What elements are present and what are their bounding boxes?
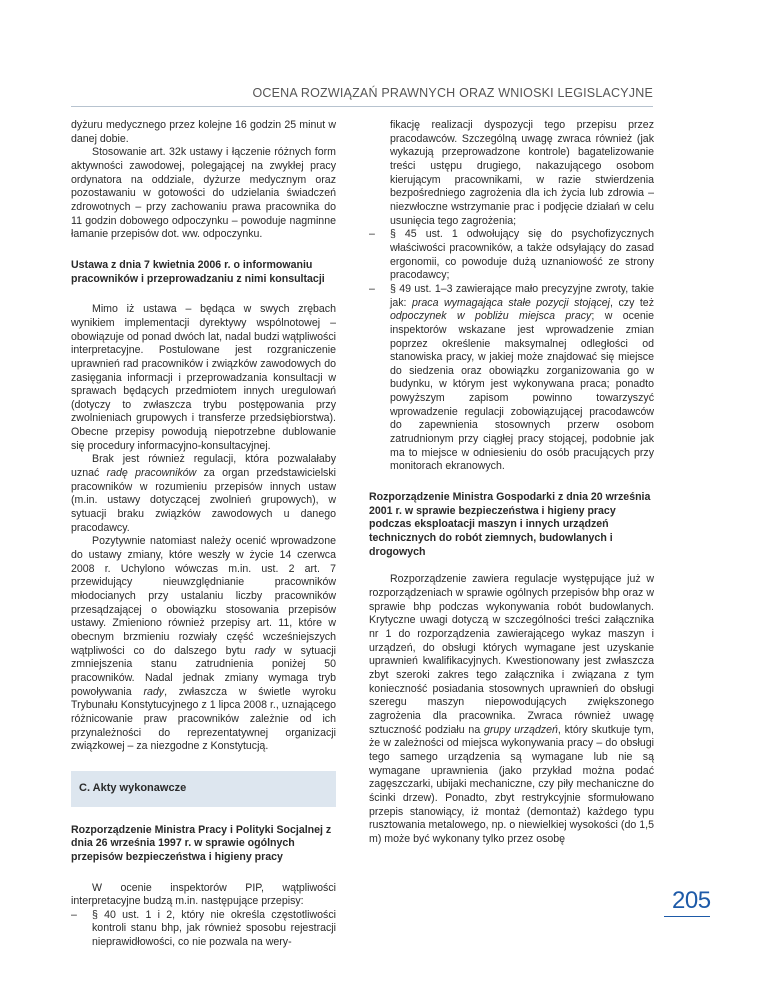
section-box-title: C. Akty wykonawcze [71,771,336,807]
paragraph: W ocenie inspektorów PIP, wątpliwości interpretacyjne budzą m.in. następujące przepisy: [71,881,336,908]
paragraph: Stosowanie art. 32k ustawy i łączenie różnych form aktywności zawodowej, polegającej na zwykłej pracy ordynatora na oddziale, dyżurze medycznym oraz pozostawaniu w gotowości do udzielania świadczeń zdrowotnych – przy zachowaniu prawa pracownika do 11 godzin dobowego odpoczynku – powoduje nagminne łamanie przepisów dot. ww. odpoczynku. [71,146,336,241]
section-heading: Rozporządzenie Ministra Gospodarki z dnia 20 września 2001 r. w sprawie bezpieczeństwa i higieny pracy podczas eksploatacji maszyn i innych urządzeń technicznych do robót ziemnych, budowlanych i drogowych [369,491,651,558]
paragraph: Brak jest również regulacji, która pozwalałaby uznać radę pracowników za organ przedstawicielski pracowników w rozumieniu przepisów innych ustaw (m.in. ustawy dotyczącej zwolnień grupowych), w sytuacji braku związków zawodowych u danego pracodawcy. [71,453,336,534]
section-heading: Rozporządzenie Ministra Pracy i Polityki Socjalnej z dnia 26 września 1997 r. w sprawie ogólnych przepisów bezpieczeństwa i higieny pracy [71,823,332,863]
left-column [71,119,336,950]
running-header: OCENA ROZWIĄZAŃ PRAWNYCH ORAZ WNIOSKI LEGISLACYJNE [252,86,653,100]
list-item-continued: fikację realizacji dyspozycji tego przepisu przez pracodawców. Szczególną uwagę zwraca również (jak wykazują przeprowadzone kontrole) bagatelizowanie treści ustępu drugiego, nakazującego osobom kierującym pracownikami, w razie stwierdzenia bezpośredniego zagrożenia dla ich życia lub zdrowia – niezwłoczne wstrzymanie prac i podjęcie działań w celu usunięcia tego zagrożenia; [390,119,654,227]
list-item: – § 45 ust. 1 odwołujący się do psychofizycznych właściwości pracowników, a także odsyłający do zasad ergonomii, co powoduje dużą uznaniowość ze strony pracodawcy; [369,228,654,282]
right-column [369,119,654,846]
paragraph: dyżuru medycznego przez kolejne 16 godzin 25 minut w danej dobie. [71,119,336,145]
list-item: – § 40 ust. 1 i 2, który nie określa częstotliwości kontroli stanu bhp, jak również sposobu rejestracji nieprawidłowości, co nie pozwala na wery- [71,908,336,949]
paragraph: Pozytywnie natomiast należy ocenić wprowadzone do ustawy zmiany, które weszły w życie 14 czerwca 2008 r. Uchylono wówczas m.in. ust. 2 art. 7 przewidujący nieuwzględnianie pracowników młodocianych przy ustalaniu liczby pracowników przesądzającej o obowiązku stosowania przepisów ustawy. Zmieniono również przepisy art. 11, które w obecnym brzmieniu rozwiały część wcześniejszych wątpliwości co do dalszego bytu rady w sytuacji zmniejszenia stanu zatrudnienia poniżej 50 pracowników. Nadal jednak zmiany wymaga tryb powoływania rady, zwłaszcza w świetle wyroku Trybunału Konstytucyjnego z 1 lipca 2008 r., uznającego różnicowanie praw pracowników zależnie od ich przynależności do reprezentatywnej organizacji związkowej – za niezgodne z Konstytucją. [71,535,337,753]
paragraph: Rozporządzenie zawiera regulacje występujące już w rozporządzeniach w sprawie ogólnych przepisów bhp oraz w sprawie bhp podczas wykonywania robót budowlanych. Krytyczne uwagi dotyczą w szczególności treści załącznika nr 1 do rozporządzenia zawierającego wykaz maszyn i urządzeń, do obsługi których wymagane jest uzyskanie uprawnień kwalifikacyjnych. Kwestionowany jest zwłaszcza zbyt szeroki zakres tego załącznika i związana z tym konieczność posiadania stosownych uprawnień do obsługi szeregu maszyn niepowodujących zwiększonego zagrożenia dla pracownika. Zwraca również uwagę sztuczność podziału na grupy urządzeń, który skutkuje tym, że w zależności od miejsca wykonywania pracy – do obsługi tego samego urządzenia są wymagane lub nie są wymagane uprawnienia (jako przykład można podać zagęszczarki, ubijaki mechaniczne, czy piły mechaniczne do ścinki drzew). Ponadto, zbyt restrykcyjnie sformułowano przepis stanowiący, iż montaż (demontaż) każdego typu rusztowania metalowego, np. o niewielkiej wysokości (do 1,5 m) może być wykonany tylko przez osobę [369,573,654,845]
page-number: 205 [672,887,711,914]
paragraph: Mimo iż ustawa – będąca w swych zrębach wynikiem implementacji dyrektywy wspólnotowej – obowiązuje od ponad dwóch lat, nadal budzi wątpliwości interpretacyjne. Postulowane jest rozgraniczenie uprawnień rad pracowników i związków zawodowych do zasięgania informacji i przeprowadzania konsultacji w sprawach będących przedmiotem innych uregulowań (dotyczy to zwłaszcza trybu postępowania przy zwolnieniach grupowych i transferze przedsiębiorstwa). Obecne przepisy powodują niepotrzebne dublowanie się procedury informacyjno-konsultacyjnej. [71,303,336,452]
section-heading: Ustawa z dnia 7 kwietnia 2006 r. o informowaniu pracowników i przeprowadzaniu z nimi konsultacji [71,258,325,285]
page-number-rule [664,916,710,917]
header-rule [71,106,653,107]
list-item: – § 49 ust. 1–3 zawierające mało precyzyjne zwroty, takie jak: praca wymagająca stałe pozycji stojącej, czy też odpoczynek w pobliżu miejsca pracy; w ocenie inspektorów wskazane jest wprowadzenie zmian poprzez określenie maksymalnej odległości od stanowiska pracy, w jakiej może znajdować się miejsce do siedzenia oraz obowiązku zorganizowania go w budynku, w którym jest wykonywana praca; ponadto powyższym zapisom powinno towarzyszyć wprowadzenie regulacji zobowiązującej pracodawców do zapewnienia stosownych przerw osobom zatrudnionym przy ciągłej pracy stojącej, podobnie jak ma to miejsce w odniesieniu do osób pracujących przy monitorach ekranowych. [369,282,654,473]
